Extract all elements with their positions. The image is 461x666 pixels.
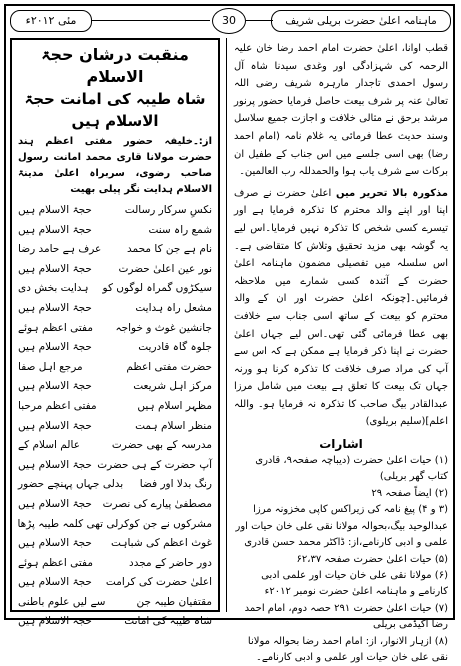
verse-first-half: اعلیٰ حضرت کی کرامت bbox=[105, 576, 212, 589]
reference-item: (۶) مولانا نقی علی خان حیات اور علمی ادبی کارنامے و ماہنامہ اعلیٰ حضرت نومبر ۲۰۱۲ء bbox=[261, 569, 448, 598]
verse-line bbox=[18, 515, 212, 535]
verse-second-half: حجۃ الاسلام ہیں bbox=[18, 419, 92, 432]
verse-first-half: شمع راہ سنت bbox=[148, 223, 212, 236]
verse-first-half: مشعل راہ ہدایت bbox=[135, 301, 212, 314]
verse-line bbox=[18, 201, 212, 221]
verse-second-half: حجۃ الاسلام ہیں bbox=[18, 537, 92, 550]
verse-line bbox=[18, 612, 212, 632]
verse-second-half: سے لیں علوم باطنی bbox=[18, 595, 106, 608]
poem-box bbox=[10, 38, 220, 628]
verse-first-half: آپ حضرت کے ہی حضرت bbox=[97, 458, 212, 471]
verse-line bbox=[18, 534, 212, 554]
verse-second-half: مرجع اہل صفا bbox=[18, 360, 83, 373]
paragraph-lead: مذکورہ بالا تحریر میں bbox=[335, 187, 449, 199]
verse-first-half: مصطفیٰ پیارے کی نصرت bbox=[102, 497, 212, 510]
verse-first-half: دور حاضر کے مجدد bbox=[129, 556, 212, 569]
poem-subtitle: شاہ طیبہ کی امانت حجۃ الاسلام ہیں bbox=[24, 90, 206, 130]
verse-first-half: شاہ طیبہ کی امانت bbox=[124, 615, 212, 628]
verse-first-half: سیکڑوں گمراہ لوگوں کو bbox=[102, 282, 212, 295]
verse-first-half: رنگ بدلا اور فضا bbox=[139, 478, 212, 491]
references-list bbox=[234, 453, 448, 666]
verse-first-half: مرکز اہل شریعت bbox=[133, 380, 212, 393]
verse-first-half: مقتفیان طیبہ جن bbox=[136, 595, 212, 608]
verse-line bbox=[18, 475, 212, 495]
header-rule-left bbox=[92, 20, 210, 21]
issue-date-label: مئی ۲۰۱۲ء bbox=[10, 10, 92, 32]
verse-line bbox=[18, 319, 212, 339]
column-divider bbox=[226, 38, 227, 612]
verse-first-half: نور عین اعلیٰ حضرت bbox=[118, 262, 212, 275]
verse-first-half: جانشین غوث و خواجہ bbox=[115, 321, 212, 334]
verse-second-half: حجۃ الاسلام ہیں bbox=[18, 458, 92, 471]
verse-second-half: حجۃ الاسلام ہیں bbox=[18, 380, 92, 393]
verse-second-half: حجۃ الاسلام ہیں bbox=[18, 223, 92, 236]
verse-second-half: عالم اسلام کے bbox=[18, 439, 80, 452]
verse-second-half: حجۃ الاسلام ہیں bbox=[18, 341, 92, 354]
verse-line bbox=[18, 593, 212, 613]
verse-first-half: غوث اعظم کی شباہت bbox=[111, 537, 212, 550]
verse-second-half: حجۃ الاسلام ہیں bbox=[18, 615, 92, 628]
verse-line bbox=[18, 240, 212, 260]
poem-author-line: از:۔خلیفہ حضور مفتی اعظم ہند حضرت مولانا قاری محمد امانت رسول صاحب رضوی، سربراہ اعلیٰ مدینۃ الاسلام ہدایت نگر پیلی بھیت bbox=[18, 136, 212, 195]
reference-item: (۳ و ۴) پیغ نامہ کی زیراکس کاپی مخزونہ مرزا عبدالوحید بیگ،بحوالہ مولانا نقی علی خان حیات اور علمی و ادبی کارنامے،از: ڈاکٹر محمد حسن قادری bbox=[235, 504, 448, 549]
verse-list bbox=[18, 201, 212, 632]
reference-item: (۵) حیات اعلیٰ حضرت صفحہ ۶۲،۳۷ bbox=[296, 553, 448, 565]
verse-line bbox=[18, 495, 212, 515]
verse-first-half: نام ہے جن کا محمد bbox=[127, 243, 212, 256]
verse-second-half: مفتی اعظم مرحبا bbox=[18, 399, 97, 412]
verse-line bbox=[18, 554, 212, 574]
page-header bbox=[10, 8, 451, 34]
verse-second-half: مفتی اعظم ہوئے bbox=[18, 556, 93, 569]
verse-second-half: حجۃ الاسلام ہیں bbox=[18, 204, 92, 216]
verse-first-half: حضرت مفتی اعظم bbox=[126, 360, 212, 373]
verse-first-half: جلوہ گاہ قادریت bbox=[138, 341, 212, 354]
article-paragraph: قطب اوانا، اعلیٰ حضرت امام احمد رضا خان علیہ الرحمہ کی شہزادگی اور وغدی سیدنا شاہ آل رسول احمدی تاجدار مارہرہ شریف رضی اللہ تعالیٰ عنہ پر شرف بیعت حاصل فرمایا حضور پرنور مرشد برحق نے مثالی خلافت و اجازت جمیع سلاسل وسند حدیث عطا فرمائی یہ غلام نامہ (امام احمد رضا) بھی اسی جلسے میں اس جناب کے طفیل ان برکات سے شرف یاب ہوا والحمدللہ رب العالمین۔ bbox=[234, 43, 448, 178]
article-paragraph-2 bbox=[234, 185, 448, 431]
reference-item: (۸) ازہار الانوار، از: امام احمد رضا بحوالہ مولانا نقی علی خان حیات اور علمی و ادبی کارنامے۔ bbox=[247, 635, 448, 663]
verse-second-half: بدلی جہاں پہنچے حضور bbox=[18, 478, 124, 491]
verse-line bbox=[18, 417, 212, 437]
reference-item: (۲) ایضاً صفحہ ۲۹ bbox=[371, 487, 448, 499]
verse-line bbox=[18, 260, 212, 280]
verse-first-half: منظر اسلام ہمت bbox=[135, 419, 212, 432]
verse-first-half: نکسِ سرکار رسالت bbox=[124, 204, 212, 216]
verse-second-half: مفتی اعظم ہوئے bbox=[18, 321, 93, 334]
poem-title: منقبت درشان حجۃ الاسلام bbox=[41, 45, 189, 86]
verse-first-half: مظہر اسلام ہیں bbox=[137, 399, 212, 412]
verse-first-half: مدرسہ کے بھی حضرت bbox=[111, 439, 212, 452]
verse-second-half: حجۃ الاسلام ہیں bbox=[18, 576, 92, 589]
paragraph-body: اعلیٰ حضرت نے صرف اپنا اور اپنے والد محترم کا تذکرہ فرمایا ہے اور تیسرے کسی شخص کا تذکرہ نہیں فرمایا۔اس لیے یہ گوشہ بھی مزید تحقیق وتلاش کا متقاضی ہے۔ اس سلسلہ میں تفصیلی مضمون ماہنامہ اعلیٰ حضرت کے آئندہ کسی شمارے میں ملاحظہ فرمائیں۔[چونکہ اعلیٰ حضرت اور ان کے والد محترم کو بیعت کے ساتھ اسی جناب سے خلافت بھی عطا فرمائی گئی تھی۔اس لیے جہاں اعلیٰ حضرت نے اپنا ذکر فرمایا ہے ممکن ہے کہ اس سے آپ کی مراد صرف خلافت کا تذکرہ کرنا ہو ورنہ جہاں تک بیعت کا تعلق ہے بیعت میں شامل مرزا عبدالقادر بیگ صاحب کا تذکرہ نہ فرمایا ہو۔ واللہ اعلم](سلیم بریلوی) bbox=[234, 187, 448, 428]
references-heading: اشارات bbox=[319, 437, 363, 452]
verse-second-half: حجۃ الاسلام ہیں bbox=[18, 262, 92, 275]
reference-item: (۱) حیات اعلیٰ حضرت (دیباچہ صفحہ۹، قادری کتاب گھر بریلی) bbox=[255, 455, 448, 483]
verse-second-half: ہدایت بخش دی bbox=[18, 282, 89, 295]
verse-line bbox=[18, 279, 212, 299]
verse-line bbox=[18, 221, 212, 241]
verse-first-half: مشرکوں نے جن کو bbox=[129, 517, 212, 530]
magazine-title-label: ماہنامہ اعلیٰ حضرت بریلی شریف bbox=[271, 10, 451, 32]
verse-second-half: حجۃ الاسلام ہیں bbox=[18, 497, 92, 510]
verse-line bbox=[18, 299, 212, 319]
verse-line bbox=[18, 397, 212, 417]
verse-line bbox=[18, 358, 212, 378]
verse-line bbox=[18, 456, 212, 476]
verse-second-half: حجۃ الاسلام ہیں bbox=[18, 301, 92, 314]
header-rule-right bbox=[246, 20, 273, 21]
article-column bbox=[232, 38, 450, 663]
verse-second-half: کرلی تھی کلمہ طیبہ پڑھا bbox=[17, 517, 130, 530]
reference-item: (۷) حیات اعلیٰ حضرت ۲۹۱ حصہ دوم، امام احمد رضا اکیڈمی بریلی bbox=[244, 602, 448, 631]
verse-line bbox=[18, 573, 212, 593]
page-number: 30 bbox=[212, 8, 246, 34]
verse-line bbox=[18, 377, 212, 397]
verse-line bbox=[18, 338, 212, 358]
verse-line bbox=[18, 436, 212, 456]
verse-second-half: عرف ہے حامد رضا bbox=[18, 243, 102, 256]
